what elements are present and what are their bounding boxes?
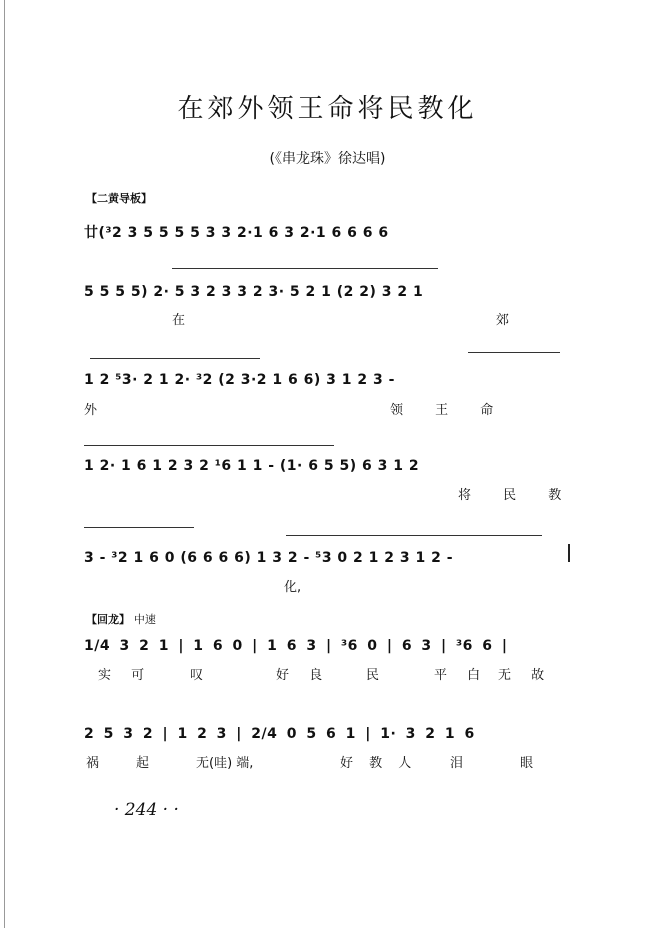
lyric-6-6: 无 故	[498, 668, 553, 683]
lyric-6-4: 民	[366, 668, 380, 683]
song-subtitle: (《串龙珠》徐达唱)	[269, 151, 386, 167]
lyric-7-4: 好 教 人	[340, 756, 418, 771]
lyric-7-1: 祸	[86, 756, 100, 771]
phrase-slur	[468, 352, 560, 353]
section-label-text: 【回龙】	[86, 613, 130, 626]
lyric-6-2: 叹	[190, 668, 204, 683]
bar-line	[568, 544, 570, 562]
page-edge	[4, 0, 5, 928]
phrase-slur	[90, 358, 260, 359]
notation-line-4: 1 2· 1 6 1 2 3 2 ¹6 1 1 - (1· 6 5 5) 6 3 1 2	[84, 458, 420, 474]
lyric-line-4: 将 民 教	[458, 488, 576, 503]
notation-line-5: 3 - ³2 1 6 0 (6 6 6 6) 1 3 2 - ⁵3 0 2 1 2 3 1 2 -	[84, 550, 454, 566]
phrase-slur	[172, 268, 438, 269]
lyric-7-6: 眼	[520, 756, 534, 771]
tempo-marking: 中速	[133, 613, 156, 626]
lyric-7-3: 无(哇) 端,	[196, 756, 254, 771]
section-label-huilong	[86, 611, 156, 627]
lyric-6-5: 平 白	[434, 668, 489, 683]
lyric-line-3a: 外	[84, 403, 98, 418]
phrase-slur	[84, 445, 334, 446]
notation-line-2: 5 5 5 5) 2· 5 3 2 3 3 2 3· 5 2 1 (2 2) 3 2 1	[84, 284, 424, 300]
phrase-slur	[286, 535, 542, 536]
lyric-6-1: 实 可	[98, 668, 153, 683]
lyric-6-3: 好 良	[276, 668, 331, 683]
notation-line-7: 2 5 3 2 | 1 2 3 | 2/4 0 5 6 1 | 1· 3 2 1 6	[84, 726, 475, 742]
notation-line-3: 1 2 ⁵3· 2 1 2· ³2 (2 3·2 1 6 6) 3 1 2 3 -	[84, 372, 395, 388]
lyric-line-2a: 在	[172, 313, 186, 328]
notation-line-6: 1/4 3 2 1 | 1 6 0 | 1 6 3 | ³6 0 | 6 3 | ³6 6 |	[84, 638, 508, 654]
section-label-erhuang: 【二黄导板】	[86, 192, 152, 205]
song-title: 在郊外领王命将民教化	[177, 94, 478, 124]
page-number: · 244 · ·	[114, 800, 179, 820]
lyric-line-5: 化,	[284, 580, 302, 595]
lyric-line-3b: 领 王 命	[390, 403, 508, 418]
lyric-line-2b: 郊	[496, 313, 510, 328]
lyric-7-5: 泪	[450, 756, 464, 771]
lyric-7-2: 起	[136, 756, 150, 771]
phrase-slur	[84, 527, 194, 528]
notation-line-1: 廿(³2 3 5 5 5 5 3 3 2·1 6 3 2·1 6 6 6 6	[84, 225, 389, 241]
